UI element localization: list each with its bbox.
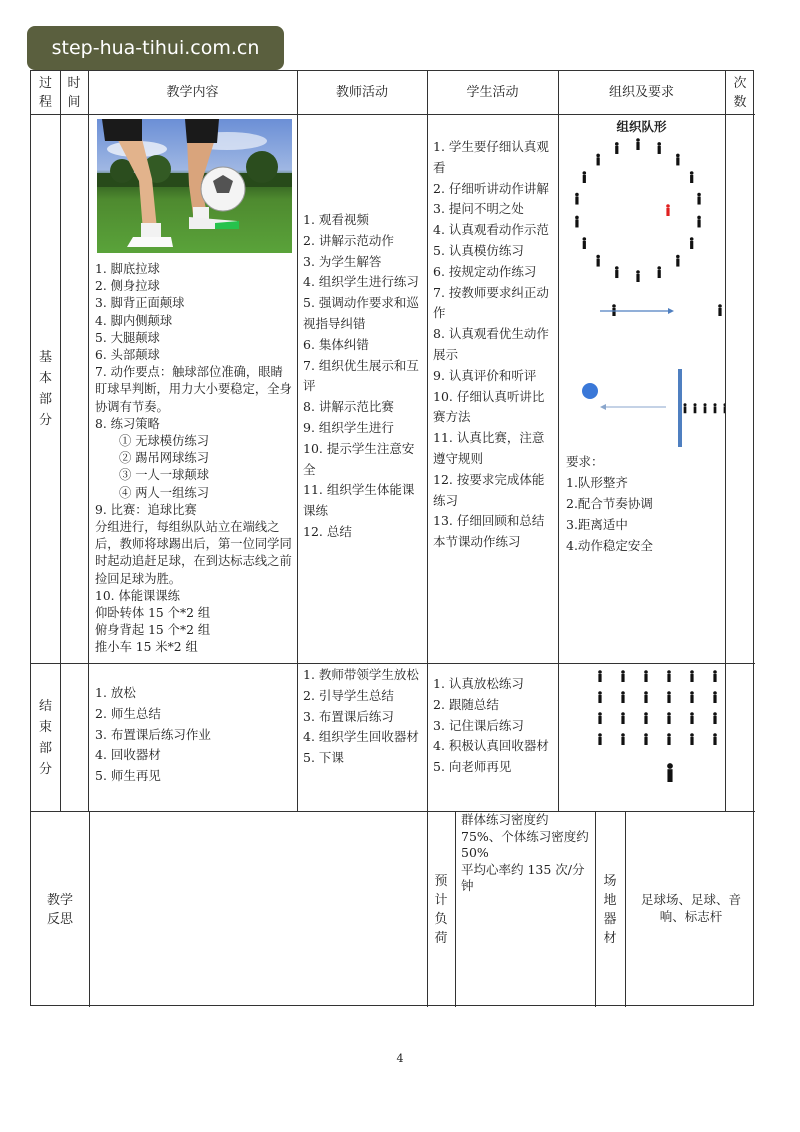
end-teacher-list	[303, 665, 423, 769]
list-item: 9. 比赛：追球比赛	[95, 502, 197, 517]
player-icon	[644, 712, 648, 724]
player-icon	[596, 154, 600, 166]
player-icon	[575, 216, 579, 228]
list-item: 8. 讲解示范比赛	[303, 399, 394, 415]
player-icon	[583, 237, 587, 249]
header-process: 过 程	[38, 75, 52, 110]
player-icon	[667, 763, 673, 782]
player-icon	[713, 712, 717, 724]
player-icon	[667, 733, 671, 745]
juggling-photo	[97, 119, 292, 253]
list-item: 5. 认真模仿练习	[433, 242, 524, 258]
player-icon	[683, 403, 686, 413]
end-content-list	[95, 683, 293, 787]
list-item: 12. 总结	[303, 523, 352, 539]
player-icon	[615, 142, 619, 154]
list-item: 4. 积极认真回收器材	[433, 738, 549, 754]
header-org: 组织及要求	[608, 84, 674, 100]
player-icon	[713, 403, 716, 413]
requirement-item: 1.队形整齐	[566, 475, 628, 490]
list-item: 10. 提示学生注意安全	[303, 440, 415, 477]
player-icon	[690, 691, 694, 703]
load-text: 群体练习密度约 75%、个体练习密度约 50% 平均心率约 135 次/分钟	[461, 812, 589, 893]
player-icon	[690, 171, 694, 183]
requirements-title: 要求：	[566, 454, 604, 469]
player-icon	[657, 266, 661, 278]
venue-label: 场 地 器 材	[603, 873, 617, 946]
list-item: 仰卧转体 15 个*2 组	[95, 606, 211, 621]
end-section-label: 结 束 部 分	[38, 698, 52, 777]
list-item: 4. 组织学生回收器材	[303, 729, 419, 745]
content-list	[95, 261, 293, 657]
player-icon	[690, 237, 694, 249]
formation-diagram	[558, 133, 725, 453]
arrow-head-icon	[668, 308, 674, 314]
player-icon	[596, 255, 600, 267]
strategy-item: ③ 一人一球颠球	[119, 468, 209, 483]
end-student-list	[433, 674, 554, 778]
end-content	[95, 683, 293, 787]
player-icon	[690, 733, 694, 745]
list-item: 5. 下课	[303, 750, 344, 766]
list-item: 1. 教师带领学生放松	[303, 667, 419, 682]
list-item: 10. 体能课课练	[95, 588, 180, 603]
player-icon	[713, 670, 717, 682]
list-item: 4. 回收器材	[95, 747, 161, 763]
player-icon	[644, 733, 648, 745]
list-item: 俯身背起 15 个*2 组	[95, 623, 211, 638]
list-item: 3. 记住课后练习	[433, 717, 524, 733]
player-icon	[644, 691, 648, 703]
list-item: 1. 认真放松练习	[433, 676, 524, 691]
player-icon	[723, 403, 725, 413]
list-item: 9. 组织学生进行	[303, 419, 394, 435]
list-item: 2. 仔细听讲动作讲解	[433, 180, 549, 196]
requirement-item: 4.动作稳定安全	[566, 538, 653, 553]
teacher-figure	[667, 763, 673, 782]
player-icon	[713, 691, 717, 703]
header-time: 时 间	[67, 75, 81, 110]
list-item: 7. 组织优生展示和互评	[303, 357, 419, 394]
list-item: 4. 组织学生进行练习	[303, 274, 419, 290]
list-item: 11. 认真比赛，注意遵守规则	[433, 430, 545, 466]
header-teacher: 教师活动	[335, 84, 388, 100]
list-item: 1. 学生要仔细认真观看	[433, 139, 549, 175]
basic-content	[95, 261, 293, 657]
list-item: 2. 讲解示范动作	[303, 232, 394, 248]
list-item: 5. 强调动作要求和巡视指导纠错	[303, 295, 419, 331]
player-icon	[703, 403, 706, 413]
list-item: 2. 跟随总结	[433, 696, 499, 712]
strategy-item: ② 踢吊网球练习	[119, 451, 209, 466]
player-icon	[667, 670, 671, 682]
player-icon	[621, 691, 625, 703]
header-count: 次 数	[733, 75, 747, 110]
list-item: 1. 放松	[95, 685, 136, 700]
player-icon	[636, 138, 640, 150]
end-teacher	[303, 665, 423, 769]
list-item: 7. 按教师要求纠正动作	[433, 284, 549, 321]
player-icon	[697, 193, 701, 205]
list-item: 1. 观看视频	[303, 212, 369, 227]
list-item: 5. 向老师再见	[433, 759, 512, 775]
list-item: 3. 布置课后练习	[303, 708, 394, 724]
list-item: 9. 认真评价和听评	[433, 367, 537, 383]
arrow-head-icon	[600, 404, 606, 410]
player-icon	[718, 304, 722, 316]
requirement-item: 3.距离适中	[566, 517, 628, 532]
player-icon	[676, 154, 680, 166]
list-item: 6. 集体纠错	[303, 336, 369, 352]
teacher-list	[303, 210, 423, 543]
basic-student	[433, 137, 554, 553]
student-list	[433, 137, 554, 553]
end-student	[433, 674, 554, 778]
basic-section-label: 基 本 部 分	[38, 350, 52, 428]
list-item: 1. 脚底拉球	[95, 262, 160, 276]
player-icon	[644, 670, 648, 682]
list-item: 分组进行，每组纵队站立在端线之后，教师将球踢出后，第一位同学同时起动追赶足球，在到达标志线之前捡回足球为胜。	[95, 520, 292, 586]
player-icon	[598, 712, 602, 724]
player-icon	[612, 304, 616, 316]
marker-pole	[678, 369, 682, 447]
list-item: 2. 侧身拉球	[95, 279, 160, 294]
header-content: 教学内容	[166, 84, 219, 100]
player-icon	[713, 733, 717, 745]
player-icon	[621, 733, 625, 745]
list-item: 5. 大腿颠球	[95, 330, 160, 345]
list-item: 5. 师生再见	[95, 768, 161, 784]
player-icon	[598, 733, 602, 745]
list-item: 4. 脚内侧颠球	[95, 313, 173, 328]
end-formation-diagram	[558, 664, 725, 811]
list-item: 11. 组织学生体能课课练	[303, 482, 415, 519]
player-icon	[598, 670, 602, 682]
basic-teacher	[303, 210, 423, 543]
player-icon	[676, 255, 680, 267]
player-icon	[636, 270, 640, 282]
player-icon	[575, 193, 579, 205]
player-icon	[657, 142, 661, 154]
player-icon	[583, 171, 587, 183]
list-item: 4. 认真观看动作示范	[433, 222, 549, 238]
list-item: 2. 引导学生总结	[303, 687, 394, 703]
requirement-item: 2.配合节奏协调	[566, 496, 653, 511]
player-icon	[693, 403, 696, 413]
player-icon	[690, 712, 694, 724]
strategy-item: ④ 两人一组练习	[119, 485, 209, 500]
ball-icon	[582, 383, 598, 399]
list-item: 3. 提问不明之处	[433, 201, 524, 217]
list-item: 10. 仔细认真听讲比赛方法	[433, 388, 545, 425]
watermark: step-hua-tihui.com.cn	[27, 26, 284, 70]
player-icon	[621, 712, 625, 724]
lesson-plan-table	[30, 70, 754, 1006]
org-title: 组织队形	[616, 119, 667, 134]
header-student: 学生活动	[466, 84, 519, 100]
list-item: 12. 按要求完成体能练习	[433, 471, 545, 508]
list-item: 8. 练习策略	[95, 416, 160, 431]
requirements	[566, 451, 716, 556]
list-item: 13. 仔细回顾和总结本节课动作练习	[433, 513, 545, 550]
list-item: 推小车 15 米*2 组	[95, 640, 198, 655]
player-icon	[667, 712, 671, 724]
list-item: 3. 为学生解答	[303, 253, 382, 269]
list-item: 8. 认真观看优生动作展示	[433, 326, 549, 362]
player-icon	[667, 691, 671, 703]
list-item: 3. 布置课后练习作业	[95, 726, 211, 742]
player-icon	[598, 691, 602, 703]
page-number: 4	[396, 1052, 404, 1065]
list-item: 3. 脚背正面颠球	[95, 296, 185, 311]
player-icon	[621, 670, 625, 682]
list-item: 6. 头部颠球	[95, 348, 160, 363]
list-item: 2. 师生总结	[95, 705, 161, 721]
list-item: 7. 动作要点：触球部位准确，眼睛盯球早判断，用力大小要稳定，全身协调有节奏。	[95, 365, 292, 414]
player-icon	[666, 204, 670, 216]
list-item: 6. 按规定动作练习	[433, 263, 537, 279]
strategy-item: ① 无球模仿练习	[119, 434, 209, 449]
reflection-label: 教学 反思	[46, 892, 73, 927]
player-icon	[690, 670, 694, 682]
venue-text: 足球场、足球、音响、标志杆	[640, 892, 741, 924]
player-icon	[697, 216, 701, 228]
load-label: 预 计 负 荷	[434, 873, 448, 946]
player-icon	[615, 266, 619, 278]
